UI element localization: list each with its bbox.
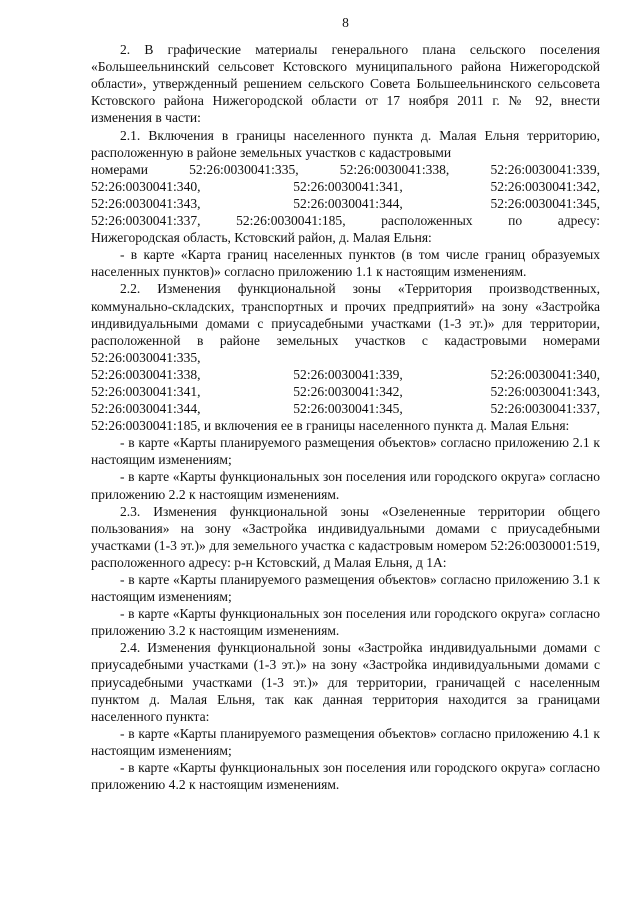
cadastral-number: 52:26:0030041:339,: [490, 161, 600, 177]
list-item: - в карте «Карты функциональных зон поселения или городского округа» согласно приложению 4.2 к настоящим изменениям.: [91, 760, 600, 793]
cadastral-number: 52:26:0030041:335,: [189, 161, 299, 177]
list-item: - в карте «Карта границ населенных пунктов (в том числе границ образуемых населенных пунктов)» согласно приложению 1.1 к настоящим изменениям.: [91, 247, 600, 280]
paragraph-2-2: 2.2. Изменения функциональной зоны «Территория производственных, коммунально-складских, транспортных и прочих предприятий» на зону «Застройка индивидуальными домами с приусадебными участками (1-3 эт.)» для территории, расположенной в районе земельных участков с кадастровыми номерами 52:26:0030041:335,: [91, 281, 600, 365]
cadastral-number: 52:26:0030041:185,: [236, 213, 346, 229]
cadastral-number: 52:26:0030041:342,: [490, 178, 600, 194]
cadastral-number: 52:26:0030041:339,: [293, 366, 403, 382]
cadastral-number: 52:26:0030041:341,: [293, 178, 403, 194]
cadastral-table-2-1: [91, 178, 600, 212]
table-row: [91, 178, 600, 195]
paragraph-2-2-tail: 52:26:0030041:185, и включения ее в границы населенного пункта д. Малая Ельня:: [91, 418, 570, 434]
cadastral-number: 52:26:0030041:338,: [339, 161, 450, 177]
table-row: [91, 366, 600, 383]
cadastral-number: 52:26:0030041:344,: [293, 195, 403, 211]
cadastral-number: 52:26:0030041:338,: [91, 366, 201, 382]
cadastral-number: 52:26:0030041:337,: [490, 401, 600, 417]
text-word: адресу:: [557, 213, 600, 229]
cadastral-number: 52:26:0030041:343,: [91, 195, 201, 211]
cadastral-number: 52:26:0030041:341,: [91, 383, 201, 399]
address-line: Нижегородская область, Кстовский район, д. Малая Ельня:: [91, 230, 432, 246]
list-item: - в карте «Карты планируемого размещения объектов» согласно приложению 4.1 к настоящим изменениям;: [91, 725, 600, 758]
cadastral-label: номерами: [91, 161, 148, 177]
cadastral-last-row: [91, 212, 600, 229]
paragraph-2: 2. В графические материалы генерального плана сельского поселения «Большеельнинский сельсовет Кстовского муниципального района Нижегородской области», утвержденный решением сельского Совета Большеельнинского сельсовета Кстовского района Нижегородской области от 17 ноября 2011 г. № 92, внести изменения в части:: [91, 42, 600, 126]
cadastral-number: 52:26:0030041:340,: [91, 178, 201, 194]
cadastral-number: 52:26:0030041:344,: [91, 401, 201, 417]
list-item: - в карте «Карты планируемого размещения объектов» согласно приложению 3.1 к настоящим изменениям;: [91, 572, 600, 605]
cadastral-number: 52:26:0030041:345,: [490, 195, 600, 211]
table-row: [91, 383, 600, 400]
cadastral-number: 52:26:0030041:345,: [293, 401, 403, 417]
page-number: 8: [342, 15, 349, 30]
cadastral-first-row: [91, 161, 600, 178]
text-word: по: [508, 213, 523, 229]
cadastral-number: 52:26:0030041:342,: [293, 383, 403, 399]
table-row: [91, 400, 600, 417]
table-row: [91, 195, 600, 212]
paragraph-2-4: 2.4. Изменения функциональной зоны «Застройка индивидуальными домами с приусадебными участками (1-3 эт.)» на зону «Застройка индивидуальными домами с приусадебными участками (1-3 эт.)» для территории, граничащей с населенным пунктом д. Малая Ельня, так как данная территория находится за границами населенного пункта:: [91, 640, 600, 724]
text-word: расположенных: [381, 213, 473, 229]
list-item: - в карте «Карты функциональных зон поселения или городского округа» согласно приложению 3.2 к настоящим изменениям.: [91, 606, 600, 639]
list-item: - в карте «Карты планируемого размещения объектов» согласно приложению 2.1 к настоящим изменениям;: [91, 435, 600, 468]
cadastral-number: 52:26:0030041:343,: [490, 383, 600, 399]
cadastral-number: 52:26:0030041:337,: [91, 213, 201, 229]
list-item: - в карте «Карты функциональных зон поселения или городского округа» согласно приложению 2.2 к настоящим изменениям.: [91, 469, 600, 502]
cadastral-number: 52:26:0030041:340,: [490, 366, 600, 382]
paragraph-2-3: 2.3. Изменения функциональной зоны «Озелененные территории общего пользования» на зону «Застройка индивидуальными домами с приусадебными участками (1-3 эт.)» для земельного участка с кадастровым номером 52:26:0030001:519, расположенного адресу: р-н Кстовский, д Малая Ельня, д 1А:: [91, 503, 600, 570]
paragraph-2-1: 2.1. Включения в границы населенного пункта д. Малая Ельня территорию, расположенную в районе земельных участков с кадастровыми: [91, 127, 600, 160]
cadastral-table-2-2: [91, 366, 600, 417]
